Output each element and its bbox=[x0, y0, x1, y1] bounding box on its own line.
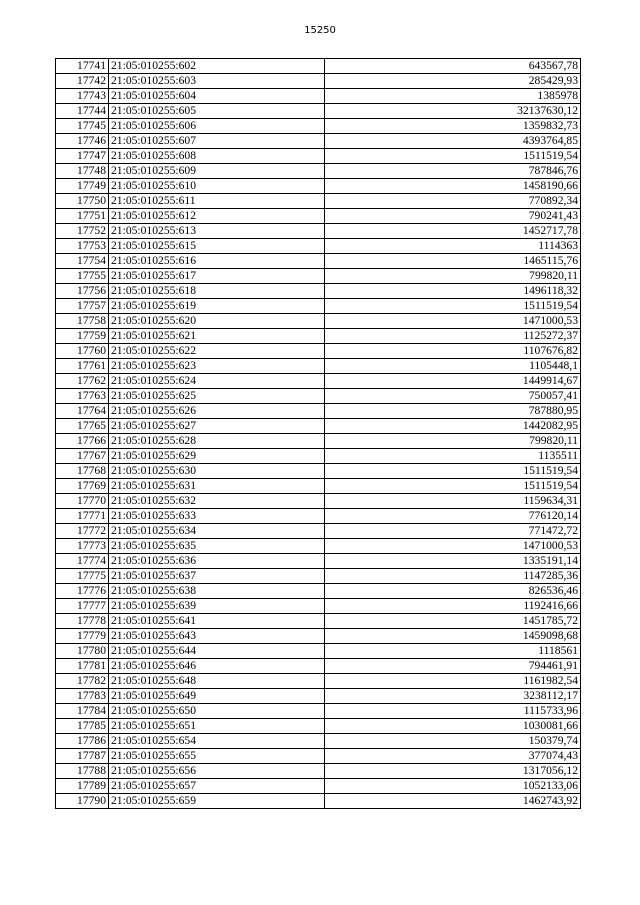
row-number-cell: 17766 bbox=[56, 434, 109, 449]
table-row bbox=[56, 509, 581, 524]
row-number-cell: 17752 bbox=[56, 224, 109, 239]
cadastral-value-cell: 799820,11 bbox=[325, 269, 581, 284]
cadastral-number-cell: 21:05:010255:610 bbox=[109, 179, 325, 194]
row-number-cell: 17787 bbox=[56, 749, 109, 764]
cadastral-number-cell: 21:05:010255:604 bbox=[109, 89, 325, 104]
cadastral-value-cell: 1458190,66 bbox=[325, 179, 581, 194]
page-number: 15250 bbox=[304, 25, 336, 36]
row-number-cell: 17778 bbox=[56, 614, 109, 629]
table-row bbox=[56, 749, 581, 764]
cadastral-number-cell: 21:05:010255:618 bbox=[109, 284, 325, 299]
cadastral-number-cell: 21:05:010255:605 bbox=[109, 104, 325, 119]
row-number-cell: 17773 bbox=[56, 539, 109, 554]
table-row bbox=[56, 554, 581, 569]
table-row bbox=[56, 464, 581, 479]
cadastral-value-cell: 776120,14 bbox=[325, 509, 581, 524]
row-number-cell: 17741 bbox=[56, 59, 109, 74]
cadastral-value-cell: 1511519,54 bbox=[325, 479, 581, 494]
cadastral-number-cell: 21:05:010255:622 bbox=[109, 344, 325, 359]
row-number-cell: 17780 bbox=[56, 644, 109, 659]
cadastral-number-cell: 21:05:010255:631 bbox=[109, 479, 325, 494]
cadastral-value-cell: 799820,11 bbox=[325, 434, 581, 449]
row-number-cell: 17781 bbox=[56, 659, 109, 674]
cadastral-value-cell: 770892,34 bbox=[325, 194, 581, 209]
cadastral-value-cell: 1452717,78 bbox=[325, 224, 581, 239]
cadastral-number-cell: 21:05:010255:639 bbox=[109, 599, 325, 614]
table-row bbox=[56, 104, 581, 119]
cadastral-number-cell: 21:05:010255:659 bbox=[109, 794, 325, 809]
row-number-cell: 17748 bbox=[56, 164, 109, 179]
cadastral-value-cell: 1511519,54 bbox=[325, 464, 581, 479]
cadastral-value-cell: 1115733,96 bbox=[325, 704, 581, 719]
cadastral-value-cell: 1147285,36 bbox=[325, 569, 581, 584]
cadastral-number-cell: 21:05:010255:620 bbox=[109, 314, 325, 329]
table-row bbox=[56, 164, 581, 179]
table-row bbox=[56, 344, 581, 359]
table-row bbox=[56, 419, 581, 434]
row-number-cell: 17783 bbox=[56, 689, 109, 704]
cadastral-value-cell: 1471000,53 bbox=[325, 314, 581, 329]
cadastral-number-cell: 21:05:010255:634 bbox=[109, 524, 325, 539]
cadastral-value-cell: 1114363 bbox=[325, 239, 581, 254]
table-row bbox=[56, 434, 581, 449]
table-row bbox=[56, 524, 581, 539]
row-number-cell: 17785 bbox=[56, 719, 109, 734]
cadastral-value-cell: 1030081,66 bbox=[325, 719, 581, 734]
table-row bbox=[56, 389, 581, 404]
cadastral-number-cell: 21:05:010255:655 bbox=[109, 749, 325, 764]
cadastral-number-cell: 21:05:010255:638 bbox=[109, 584, 325, 599]
table-row bbox=[56, 359, 581, 374]
cadastral-number-cell: 21:05:010255:619 bbox=[109, 299, 325, 314]
cadastral-number-cell: 21:05:010255:654 bbox=[109, 734, 325, 749]
row-number-cell: 17788 bbox=[56, 764, 109, 779]
cadastral-number-cell: 21:05:010255:609 bbox=[109, 164, 325, 179]
cadastral-number-cell: 21:05:010255:633 bbox=[109, 509, 325, 524]
cadastral-number-cell: 21:05:010255:624 bbox=[109, 374, 325, 389]
cadastral-value-cell: 1465115,76 bbox=[325, 254, 581, 269]
cadastral-number-cell: 21:05:010255:623 bbox=[109, 359, 325, 374]
cadastral-number-cell: 21:05:010255:603 bbox=[109, 74, 325, 89]
cadastral-value-cell: 750057,41 bbox=[325, 389, 581, 404]
row-number-cell: 17758 bbox=[56, 314, 109, 329]
cadastral-number-cell: 21:05:010255:643 bbox=[109, 629, 325, 644]
cadastral-number-cell: 21:05:010255:626 bbox=[109, 404, 325, 419]
table-row bbox=[56, 644, 581, 659]
cadastral-number-cell: 21:05:010255:629 bbox=[109, 449, 325, 464]
cadastral-value-cell: 1511519,54 bbox=[325, 149, 581, 164]
cadastral-value-cell: 1135511 bbox=[325, 449, 581, 464]
cadastral-value-cell: 377074,43 bbox=[325, 749, 581, 764]
table-row bbox=[56, 674, 581, 689]
cadastral-value-cell: 1459098,68 bbox=[325, 629, 581, 644]
row-number-cell: 17759 bbox=[56, 329, 109, 344]
table-row bbox=[56, 629, 581, 644]
table-row bbox=[56, 599, 581, 614]
cadastral-value-cell: 32137630,12 bbox=[325, 104, 581, 119]
row-number-cell: 17771 bbox=[56, 509, 109, 524]
cadastral-number-cell: 21:05:010255:627 bbox=[109, 419, 325, 434]
table-row bbox=[56, 764, 581, 779]
row-number-cell: 17757 bbox=[56, 299, 109, 314]
table-row bbox=[56, 659, 581, 674]
table-row bbox=[56, 614, 581, 629]
row-number-cell: 17750 bbox=[56, 194, 109, 209]
table-row bbox=[56, 329, 581, 344]
cadastral-value-cell: 1159634,31 bbox=[325, 494, 581, 509]
cadastral-value-cell: 1471000,53 bbox=[325, 539, 581, 554]
row-number-cell: 17749 bbox=[56, 179, 109, 194]
cadastral-value-cell: 285429,93 bbox=[325, 74, 581, 89]
table-row bbox=[56, 89, 581, 104]
row-number-cell: 17786 bbox=[56, 734, 109, 749]
row-number-cell: 17754 bbox=[56, 254, 109, 269]
cadastral-value-cell: 1317056,12 bbox=[325, 764, 581, 779]
cadastral-value-cell: 1385978 bbox=[325, 89, 581, 104]
cadastral-number-cell: 21:05:010255:607 bbox=[109, 134, 325, 149]
cadastral-number-cell: 21:05:010255:613 bbox=[109, 224, 325, 239]
cadastral-number-cell: 21:05:010255:641 bbox=[109, 614, 325, 629]
table-row bbox=[56, 254, 581, 269]
table-row bbox=[56, 779, 581, 794]
cadastral-number-cell: 21:05:010255:636 bbox=[109, 554, 325, 569]
table-row bbox=[56, 59, 581, 74]
cadastral-number-cell: 21:05:010255:635 bbox=[109, 539, 325, 554]
table-row bbox=[56, 284, 581, 299]
row-number-cell: 17761 bbox=[56, 359, 109, 374]
row-number-cell: 17747 bbox=[56, 149, 109, 164]
cadastral-value-cell: 787846,76 bbox=[325, 164, 581, 179]
row-number-cell: 17782 bbox=[56, 674, 109, 689]
cadastral-value-cell: 790241,43 bbox=[325, 209, 581, 224]
table-row bbox=[56, 734, 581, 749]
cadastral-value-cell: 771472,72 bbox=[325, 524, 581, 539]
row-number-cell: 17790 bbox=[56, 794, 109, 809]
row-number-cell: 17769 bbox=[56, 479, 109, 494]
cadastral-number-cell: 21:05:010255:621 bbox=[109, 329, 325, 344]
cadastral-number-cell: 21:05:010255:644 bbox=[109, 644, 325, 659]
cadastral-value-cell: 1442082,95 bbox=[325, 419, 581, 434]
row-number-cell: 17765 bbox=[56, 419, 109, 434]
table-row bbox=[56, 374, 581, 389]
row-number-cell: 17770 bbox=[56, 494, 109, 509]
cadastral-value-cell: 150379,74 bbox=[325, 734, 581, 749]
cadastral-number-cell: 21:05:010255:630 bbox=[109, 464, 325, 479]
table-row bbox=[56, 149, 581, 164]
table-row bbox=[56, 74, 581, 89]
cadastral-number-cell: 21:05:010255:628 bbox=[109, 434, 325, 449]
cadastral-value-cell: 1105448,1 bbox=[325, 359, 581, 374]
row-number-cell: 17777 bbox=[56, 599, 109, 614]
cadastral-number-cell: 21:05:010255:606 bbox=[109, 119, 325, 134]
row-number-cell: 17763 bbox=[56, 389, 109, 404]
cadastral-value-cell: 4393764,85 bbox=[325, 134, 581, 149]
row-number-cell: 17776 bbox=[56, 584, 109, 599]
cadastral-value-cell: 1161982,54 bbox=[325, 674, 581, 689]
row-number-cell: 17760 bbox=[56, 344, 109, 359]
cadastral-value-cell: 1052133,06 bbox=[325, 779, 581, 794]
cadastral-number-cell: 21:05:010255:625 bbox=[109, 389, 325, 404]
table-row bbox=[56, 239, 581, 254]
cadastral-value-cell: 1335191,14 bbox=[325, 554, 581, 569]
row-number-cell: 17753 bbox=[56, 239, 109, 254]
cadastral-value-cell: 1451785,72 bbox=[325, 614, 581, 629]
cadastral-value-cell: 1496118,32 bbox=[325, 284, 581, 299]
table-row bbox=[56, 209, 581, 224]
cadastral-number-cell: 21:05:010255:617 bbox=[109, 269, 325, 284]
cadastral-number-cell: 21:05:010255:602 bbox=[109, 59, 325, 74]
cadastral-number-cell: 21:05:010255:616 bbox=[109, 254, 325, 269]
cadastral-number-cell: 21:05:010255:657 bbox=[109, 779, 325, 794]
cadastral-number-cell: 21:05:010255:656 bbox=[109, 764, 325, 779]
table-row bbox=[56, 449, 581, 464]
row-number-cell: 17775 bbox=[56, 569, 109, 584]
table-row bbox=[56, 704, 581, 719]
cadastral-value-table bbox=[55, 58, 581, 809]
cadastral-value-cell: 3238112,17 bbox=[325, 689, 581, 704]
table-row bbox=[56, 179, 581, 194]
cadastral-number-cell: 21:05:010255:637 bbox=[109, 569, 325, 584]
row-number-cell: 17768 bbox=[56, 464, 109, 479]
cadastral-value-cell: 794461,91 bbox=[325, 659, 581, 674]
cadastral-number-cell: 21:05:010255:646 bbox=[109, 659, 325, 674]
table-row bbox=[56, 224, 581, 239]
table-row bbox=[56, 494, 581, 509]
table-row bbox=[56, 134, 581, 149]
cadastral-number-cell: 21:05:010255:648 bbox=[109, 674, 325, 689]
table-row bbox=[56, 299, 581, 314]
table-row bbox=[56, 269, 581, 284]
table-row bbox=[56, 584, 581, 599]
cadastral-value-cell: 1192416,66 bbox=[325, 599, 581, 614]
cadastral-number-cell: 21:05:010255:650 bbox=[109, 704, 325, 719]
cadastral-number-cell: 21:05:010255:632 bbox=[109, 494, 325, 509]
table-row bbox=[56, 404, 581, 419]
cadastral-value-cell: 1462743,92 bbox=[325, 794, 581, 809]
cadastral-value-cell: 1511519,54 bbox=[325, 299, 581, 314]
cadastral-value-cell: 643567,78 bbox=[325, 59, 581, 74]
table-row bbox=[56, 794, 581, 809]
cadastral-value-cell: 1359832,73 bbox=[325, 119, 581, 134]
row-number-cell: 17743 bbox=[56, 89, 109, 104]
table-row bbox=[56, 569, 581, 584]
row-number-cell: 17764 bbox=[56, 404, 109, 419]
row-number-cell: 17745 bbox=[56, 119, 109, 134]
row-number-cell: 17767 bbox=[56, 449, 109, 464]
cadastral-number-cell: 21:05:010255:649 bbox=[109, 689, 325, 704]
row-number-cell: 17774 bbox=[56, 554, 109, 569]
row-number-cell: 17746 bbox=[56, 134, 109, 149]
cadastral-value-cell: 1118561 bbox=[325, 644, 581, 659]
cadastral-value-cell: 826536,46 bbox=[325, 584, 581, 599]
row-number-cell: 17756 bbox=[56, 284, 109, 299]
table-row bbox=[56, 719, 581, 734]
cadastral-value-cell: 1449914,67 bbox=[325, 374, 581, 389]
row-number-cell: 17755 bbox=[56, 269, 109, 284]
cadastral-number-cell: 21:05:010255:608 bbox=[109, 149, 325, 164]
row-number-cell: 17779 bbox=[56, 629, 109, 644]
table-row bbox=[56, 194, 581, 209]
table-row bbox=[56, 479, 581, 494]
table-row bbox=[56, 119, 581, 134]
row-number-cell: 17789 bbox=[56, 779, 109, 794]
table-row bbox=[56, 539, 581, 554]
cadastral-value-cell: 1125272,37 bbox=[325, 329, 581, 344]
row-number-cell: 17742 bbox=[56, 74, 109, 89]
cadastral-number-cell: 21:05:010255:611 bbox=[109, 194, 325, 209]
cadastral-value-cell: 1107676,82 bbox=[325, 344, 581, 359]
row-number-cell: 17744 bbox=[56, 104, 109, 119]
row-number-cell: 17751 bbox=[56, 209, 109, 224]
row-number-cell: 17772 bbox=[56, 524, 109, 539]
cadastral-number-cell: 21:05:010255:615 bbox=[109, 239, 325, 254]
row-number-cell: 17784 bbox=[56, 704, 109, 719]
row-number-cell: 17762 bbox=[56, 374, 109, 389]
cadastral-number-cell: 21:05:010255:612 bbox=[109, 209, 325, 224]
table-row bbox=[56, 314, 581, 329]
cadastral-number-cell: 21:05:010255:651 bbox=[109, 719, 325, 734]
cadastral-value-cell: 787880,95 bbox=[325, 404, 581, 419]
table-row bbox=[56, 689, 581, 704]
table-body bbox=[56, 59, 581, 809]
